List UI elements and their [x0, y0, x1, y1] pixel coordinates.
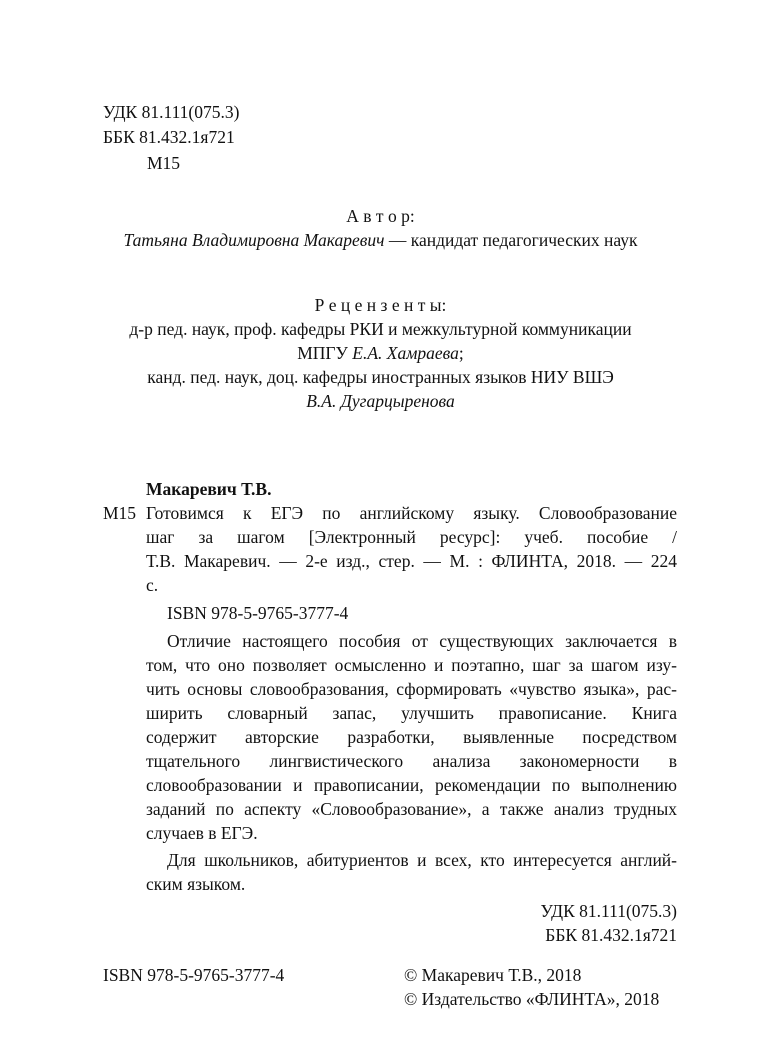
footer-copyright-publisher: © Издательство «ФЛИНТА», 2018	[404, 989, 660, 1009]
abstract-last-line: случаев в ЕГЭ.	[146, 823, 258, 843]
reviewer-2-name: В.А. Дугарцыренова	[306, 391, 455, 411]
catalog-title-last: с.	[146, 575, 159, 595]
abstract-line-1: Отличие настоящего пособия от существующих заключается в	[167, 631, 677, 651]
catalog-isbn: ISBN 978-5-9765-3777-4	[167, 603, 349, 623]
reviewers-heading: Р е ц е н з е н т ы:	[314, 295, 447, 315]
author-line	[0, 232, 761, 250]
reviewer-2-affiliation: канд. пед. наук, доц. кафедры иностранных языков НИУ ВШЭ	[147, 367, 614, 387]
reviewer-1-line	[0, 345, 761, 363]
reviewer-1-sep: ;	[458, 343, 464, 363]
author-description: — кандидат педагогических наук	[384, 230, 638, 250]
abstract-line-6: тщательного лингвистического анализа закономерности в	[146, 751, 677, 771]
catalog-udk: УДК 81.111(075.3)	[540, 901, 677, 921]
abstract-line-5: содержит авторские разработки, выявленные посредством	[146, 727, 677, 747]
abstract-line-2: том, что оно позволяет осмысленно и поэтапно, шаг за шагом изу-	[146, 655, 677, 675]
abstract-line-4: ширить словарный запас, улучшить правописание. Книга	[146, 703, 677, 723]
reviewer-1-affiliation: д-р пед. наук, проф. кафедры РКИ и межкультурной коммуникации	[129, 319, 632, 339]
abstract-line-8: заданий по аспекту «Словообразование», а также анализ трудных	[146, 799, 677, 819]
audience-last-line: ским языком.	[146, 874, 246, 894]
catalog-author: Макаревич Т.В.	[146, 479, 272, 499]
header-code: М15	[147, 153, 181, 173]
catalog-code: М15	[103, 503, 137, 523]
catalog-title-line-2: шаг за шагом [Электронный ресурс]: учеб. пособие /	[146, 527, 677, 547]
author-heading: А в т о р:	[346, 206, 415, 226]
reviewer-1-name: Е.А. Хамраева	[352, 343, 459, 363]
catalog-title-line-3: Т.В. Макаревич. — 2-е изд., стер. — М. : ФЛИНТА, 2018. — 224	[146, 551, 677, 571]
abstract-line-3: чить основы словообразования, сформировать «чувство языка», рас-	[146, 679, 677, 699]
footer-isbn: ISBN 978-5-9765-3777-4	[103, 965, 285, 985]
author-name: Татьяна Владимировна Макаревич	[123, 230, 385, 250]
header-bbk: ББК 81.432.1я721	[103, 127, 235, 147]
catalog-bbk: ББК 81.432.1я721	[545, 925, 677, 945]
header-udk: УДК 81.111(075.3)	[103, 102, 240, 122]
catalog-title-line-1: Готовимся к ЕГЭ по английскому языку. Словообразование	[146, 503, 677, 523]
audience-line-1: Для школьников, абитуриентов и всех, кто интересуется англий-	[167, 850, 677, 870]
footer-copyright-author: © Макаревич Т.В., 2018	[404, 965, 582, 985]
reviewer-1-org: МПГУ	[297, 343, 353, 363]
abstract-line-7: словообразовании и правописании, рекомендации по выполнению	[146, 775, 677, 795]
